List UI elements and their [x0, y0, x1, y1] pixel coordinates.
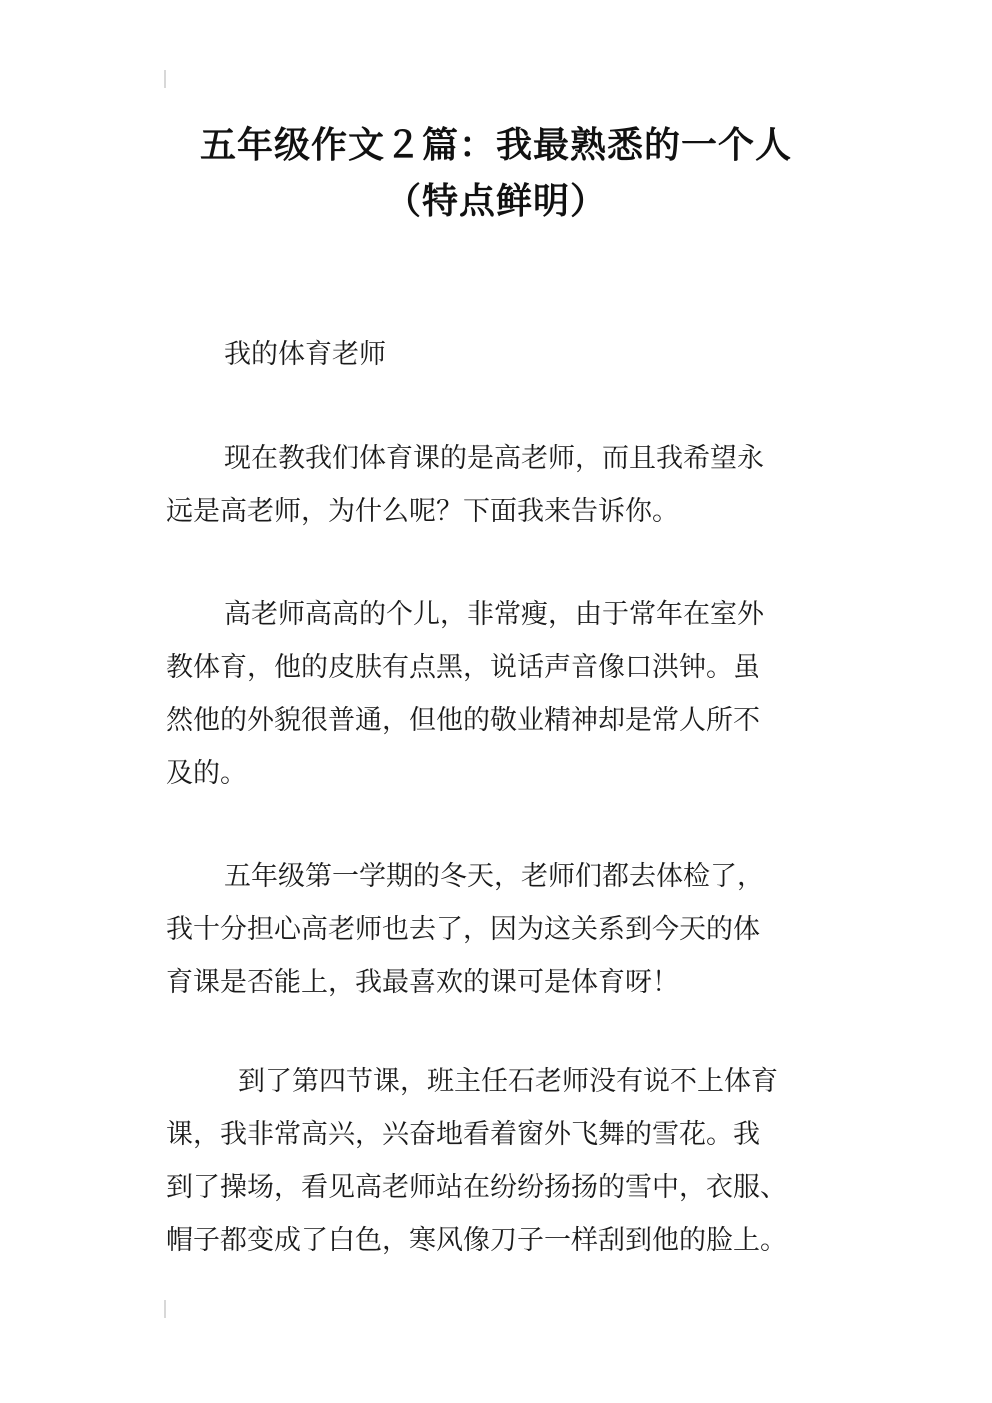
paragraph-line: 我十分担心高老师也去了，因为这关系到今天的体 [166, 914, 760, 945]
paragraph-3 [166, 850, 838, 1009]
paragraph-line: 高老师高高的个儿，非常瘦，由于常年在室外 [224, 599, 764, 630]
essay-heading [166, 328, 838, 381]
document-title [150, 118, 842, 230]
title-line-2: （特点鲜明） [384, 181, 607, 222]
paragraph-line: 及的。 [166, 758, 247, 789]
paragraph-line: 育课是否能上，我最喜欢的课可是体育呀！ [166, 967, 679, 998]
paragraph-line: 然他的外貌很普通，但他的敬业精神却是常人所不 [166, 705, 760, 736]
paragraph-line: 远是高老师，为什么呢？下面我来告诉你。 [166, 496, 679, 527]
paragraph-line: 现在教我们体育课的是高老师，而且我希望永 [224, 443, 764, 474]
paragraph-1 [166, 432, 838, 538]
paragraph-line: 帽子都变成了白色，寒风像刀子一样刮到他的脸上。 [166, 1225, 787, 1256]
paragraph-line: 到了第四节课，班主任石老师没有说不上体育 [238, 1066, 778, 1097]
page-corner-mark-top [164, 70, 166, 88]
essay-heading-text: 我的体育老师 [224, 339, 386, 370]
paragraph-4 [166, 1055, 838, 1267]
paragraph-line: 到了操场，看见高老师站在纷纷扬扬的雪中，衣服、 [166, 1172, 787, 1203]
paragraph-line: 教体育，他的皮肤有点黑，说话声音像口洪钟。虽 [166, 652, 760, 683]
paragraph-2 [166, 588, 838, 800]
paragraph-line: 课，我非常高兴，兴奋地看着窗外飞舞的雪花。我 [166, 1119, 760, 1150]
paragraph-line: 五年级第一学期的冬天，老师们都去体检了， [224, 861, 764, 892]
title-line-1: 五年级作文２篇：我最熟悉的一个人 [199, 125, 792, 166]
page-corner-mark-bottom [164, 1300, 166, 1318]
